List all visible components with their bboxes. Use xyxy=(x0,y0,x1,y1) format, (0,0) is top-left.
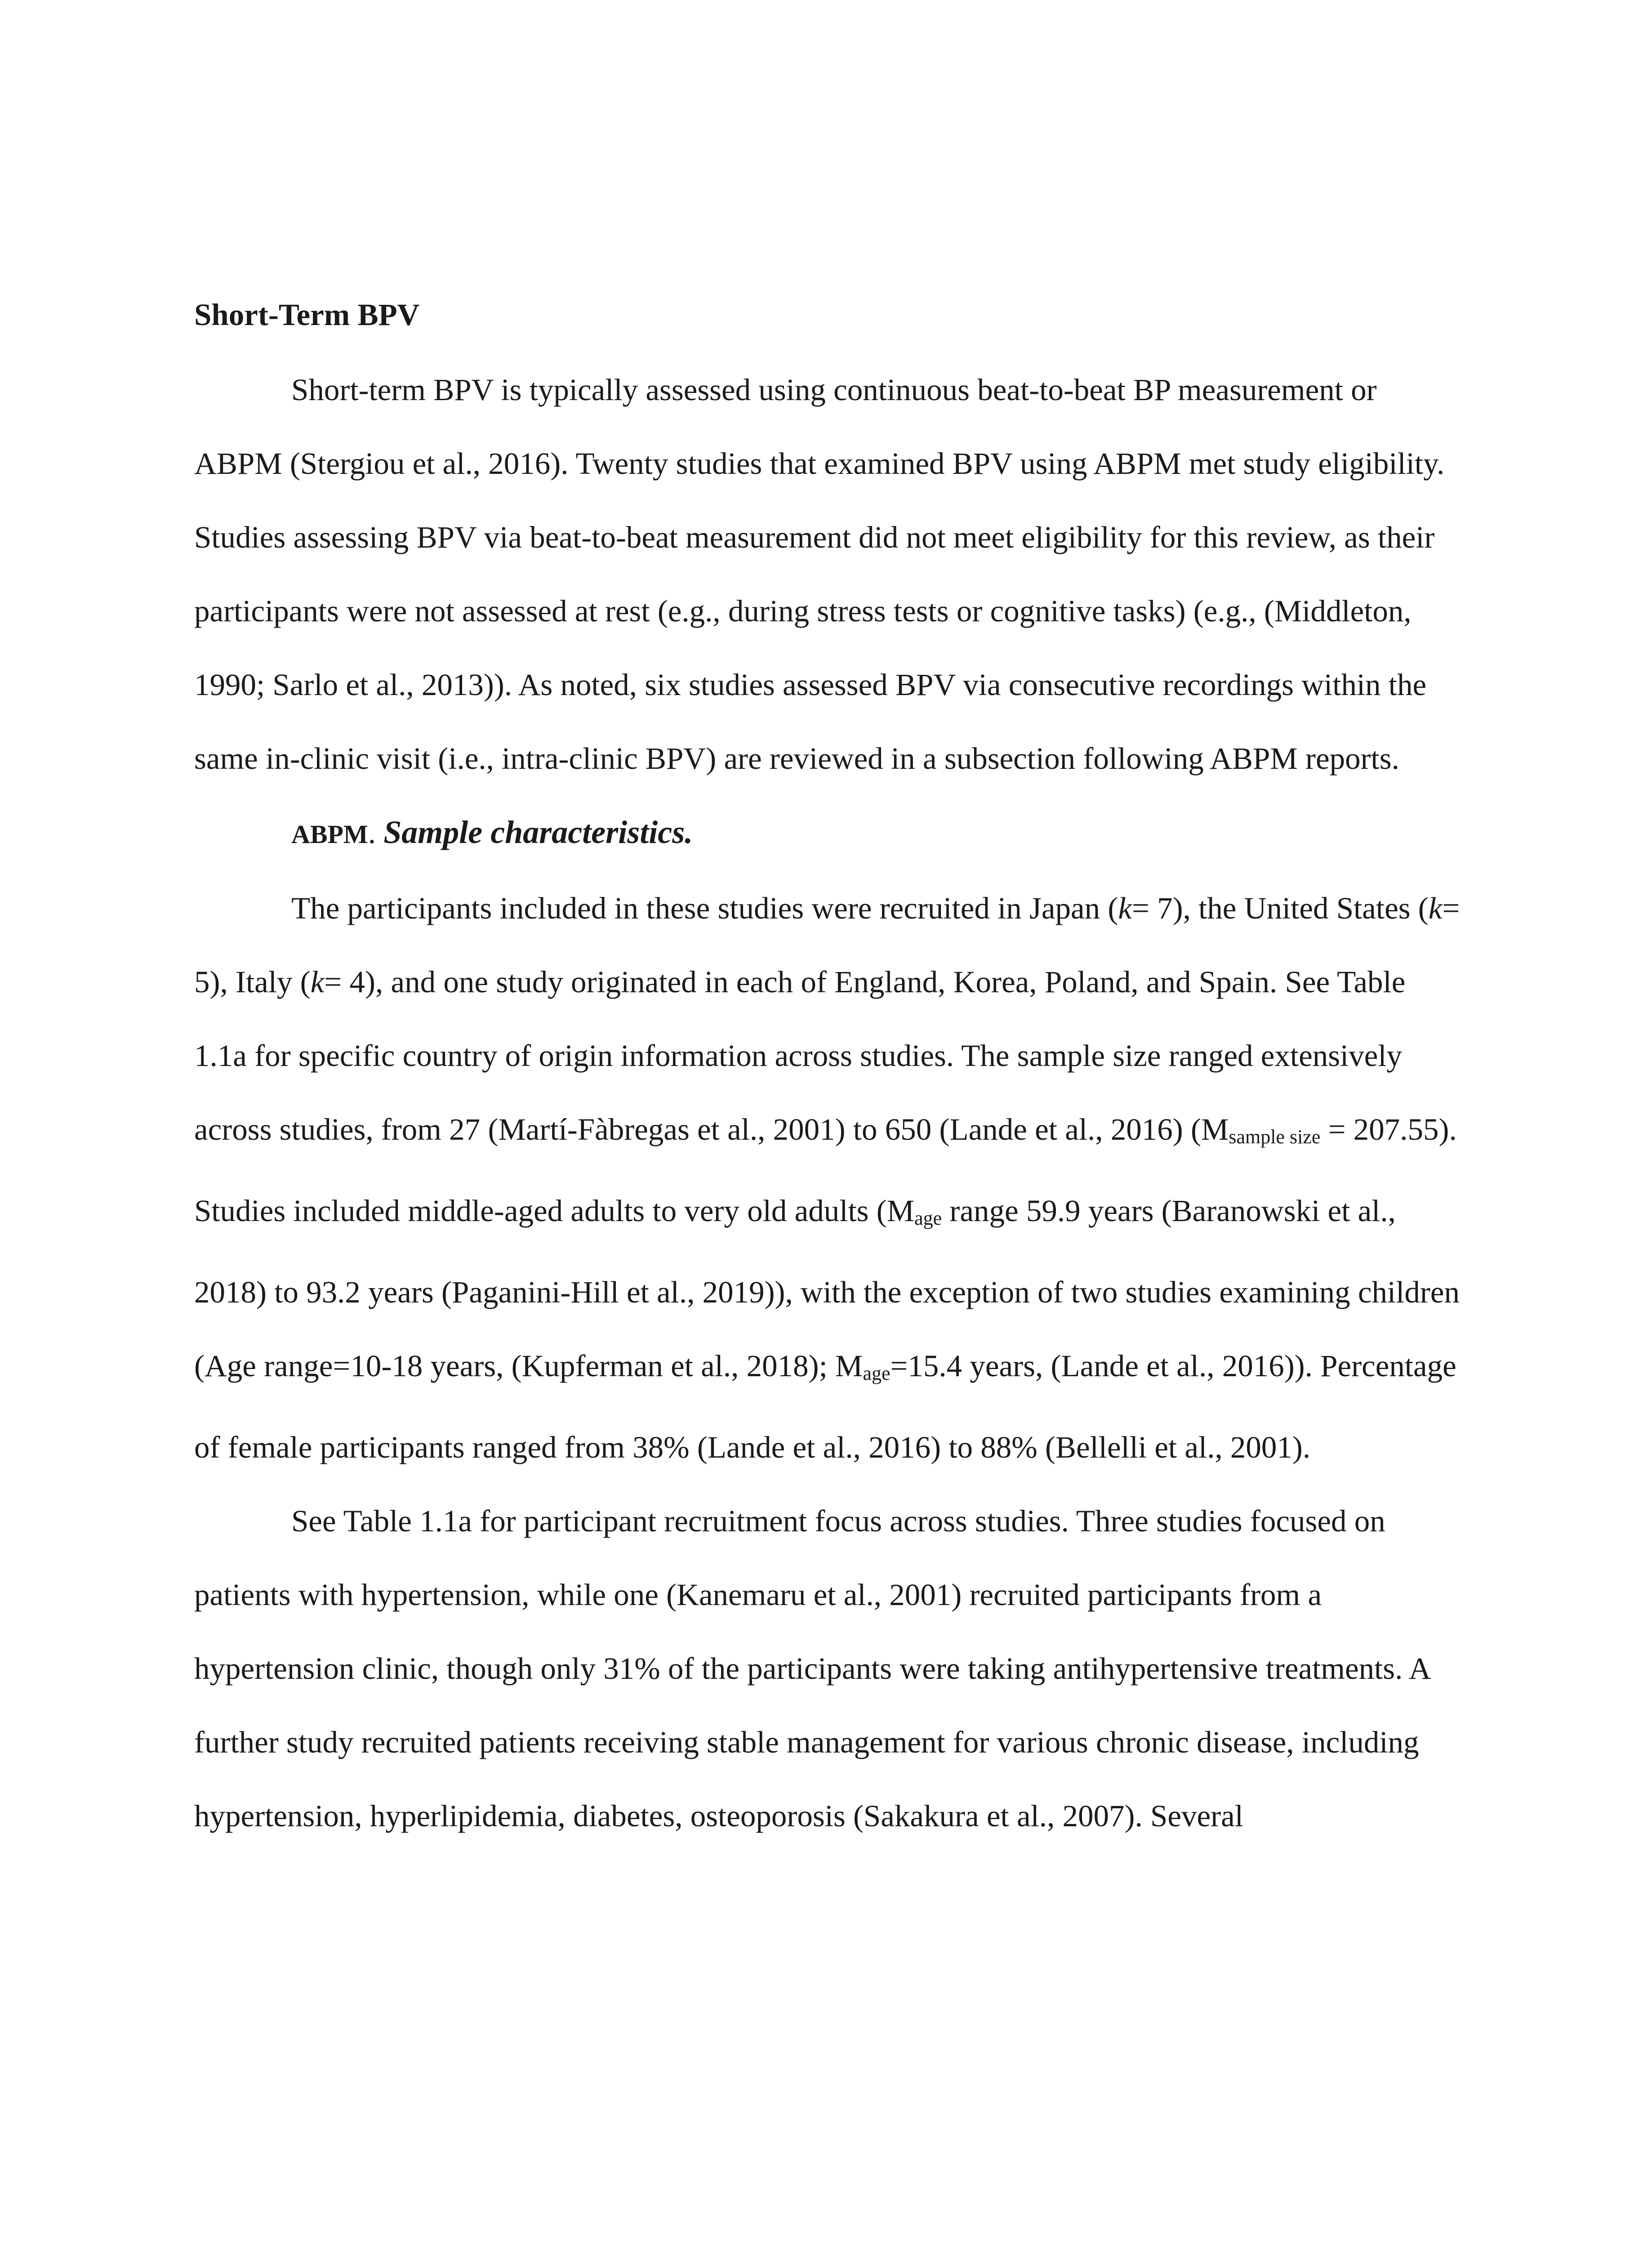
text-segment: = 5), Italy ( xyxy=(194,891,1460,999)
subscript-age: age xyxy=(863,1362,891,1384)
k-symbol: k xyxy=(1118,891,1132,925)
text-segment: The participants included in these studies were recruited in Japan ( xyxy=(291,891,1118,925)
paragraph-recruitment: See Table 1.1a for participant recruitment focus across studies. Three studies focused on patients with hypertension, while one (Kanemaru et al., 2001) recruited participants from a hypertension clinic, though only 31% of the participants were taking antihypertensive treatments. A further study recruited patients receiving stable management for various chronic disease, including hypertension, hyperlipidemia, diabetes, osteoporosis (Sakakura et al., 2007). Several xyxy=(194,1504,1429,1833)
paragraph-sample xyxy=(194,871,1462,1484)
body-text xyxy=(194,353,1462,1853)
subscript-sample-size: sample size xyxy=(1229,1126,1321,1148)
subscript-age: age xyxy=(914,1207,942,1229)
text-segment: range 59.9 years (Baranowski et al., 2018) to 93.2 years (Paganini-Hill et al., 2019)), with the exception of two studies examining children (Age range=10-18 years, (Kupferman et al., 2018); M xyxy=(194,1194,1460,1383)
section-heading: Short-Term BPV xyxy=(194,298,420,332)
k-symbol: k xyxy=(310,965,325,999)
text-segment: = 7), the United States ( xyxy=(1132,891,1429,925)
paragraph-intro: Short-term BPV is typically assessed using continuous beat-to-beat BP measurement or ABPM (Stergiou et al., 2016). Twenty studies that examined BPV using ABPM met study eligibility. Studies assessing BPV via beat-to-beat measurement did not meet eligibility for this review, as their participants were not assessed at rest (e.g., during stress tests or cognitive tasks) (e.g., (Middleton, 1990; Sarlo et al., 2013)). As noted, six studies assessed BPV via consecutive recordings within the same in-clinic visit (i.e., intra-clinic BPV) are reviewed in a subsection following ABPM reports. xyxy=(194,373,1445,776)
subheading-separator: . xyxy=(368,816,384,850)
text-segment: = 207.55). Studies included middle-aged adults to very old adults (M xyxy=(194,1112,1457,1228)
text-segment: =15.4 years, (Lande et al., 2016)). Percentage of female participants ranged from 38% (Lande et al., 2016) to 88% (Bellelli et al., 2001). xyxy=(194,1349,1456,1464)
text-segment: = 4), and one study originated in each of England, Korea, Poland, and Spain. See Table 1.1a for specific country of origin information across studies. The sample size ranged extensively across studies, from 27 (Martí-Fàbregas et al., 2001) to 650 (Lande et al., 2016) (M xyxy=(194,965,1406,1146)
subheading-abpm: ABPM xyxy=(291,820,368,849)
subheading xyxy=(194,795,1462,871)
subheading-sample-characteristics: Sample characteristics. xyxy=(383,814,693,850)
k-symbol: k xyxy=(1428,891,1443,925)
